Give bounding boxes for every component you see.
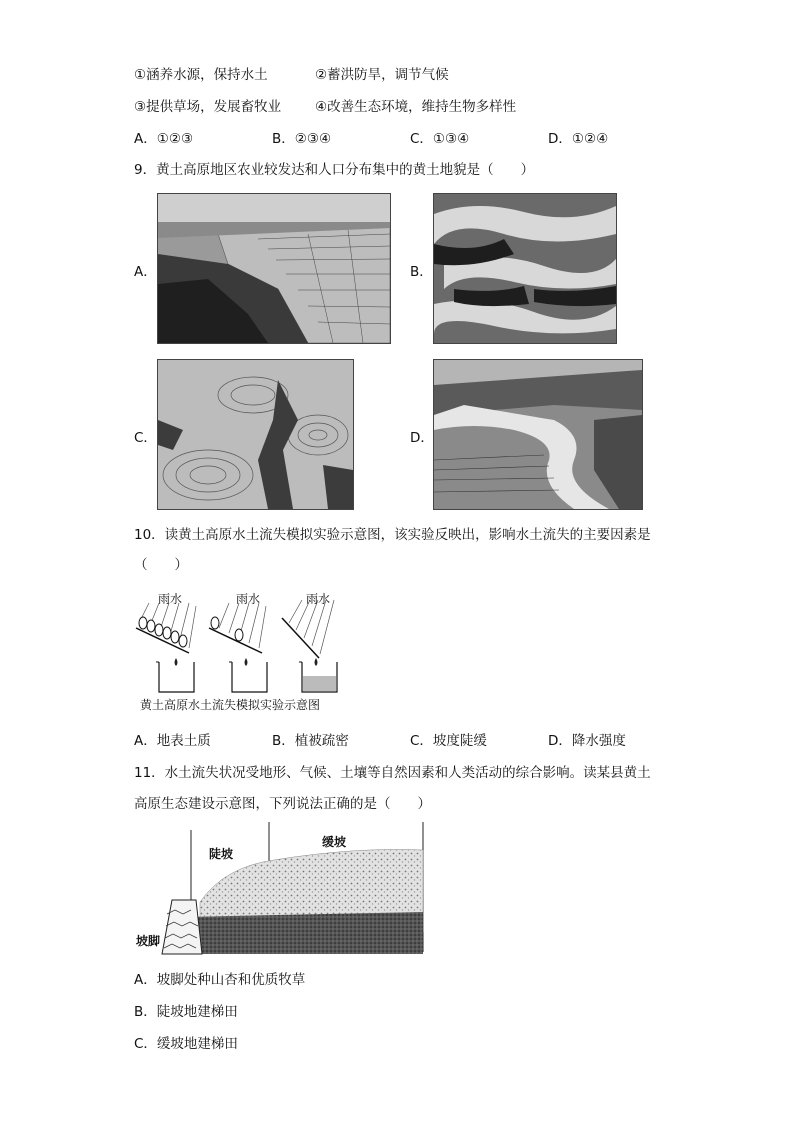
q10-option-b[interactable]: B．植被疏密: [272, 733, 349, 749]
q8-item-2: ②蓄洪防旱，调节气候: [315, 67, 449, 83]
q9-label-a[interactable]: A．: [134, 264, 157, 280]
q10-diagram-caption: 黄土高原水土流失模拟实验示意图: [140, 698, 321, 712]
q11-option-a[interactable]: A．坡脚处种山杏和优质牧草: [134, 972, 306, 988]
q11-label-gentle-slope: 缓坡: [322, 835, 347, 849]
q10-option-d[interactable]: D．降水强度: [548, 733, 626, 749]
q9-photo-a-plateau-fields[interactable]: [157, 193, 391, 344]
q10-experiment-diagram: [134, 588, 374, 718]
q10-rain-label-1: 雨水: [158, 592, 183, 606]
q11-slope-diagram: [134, 822, 426, 960]
q11-option-c[interactable]: C．缓坡地建梯田: [134, 1036, 238, 1052]
q9-stem: 9．黄土高原地区农业较发达和人口分布集中的黄土地貌是（ ）: [134, 162, 535, 178]
q11-option-b[interactable]: B．陡坡地建梯田: [134, 1004, 238, 1020]
q10-stem-line1: 10．读黄土高原水土流失模拟实验示意图，该实验反映出，影响水土流失的主要因素是: [134, 527, 651, 543]
setup-dense-vegetation: [136, 603, 196, 692]
q9-label-b[interactable]: B．: [410, 264, 433, 280]
q8-item-3: ③提供草场，发展畜牧业: [134, 99, 282, 115]
q11-label-steep-slope: 陡坡: [209, 847, 234, 861]
q11-diagram-svg: [134, 822, 426, 960]
q11-stem-line1: 11．水土流失状况受地形、气候、土壤等自然因素和人类活动的综合影响。读某县黄土: [134, 765, 651, 781]
q8-option-b[interactable]: B．②③④: [272, 131, 332, 147]
setup-bare-slope: [282, 600, 337, 692]
q9-photo-b-ridges[interactable]: [433, 193, 617, 344]
q9-label-c[interactable]: C．: [134, 430, 157, 446]
q8-item-1: ①涵养水源，保持水土: [134, 67, 268, 83]
q9-photo-d-river-valley[interactable]: [433, 359, 643, 510]
q10-rain-label-2: 雨水: [236, 592, 261, 606]
q8-option-a[interactable]: A．①②③: [134, 131, 194, 147]
q9-photo-c-terraced-mounds[interactable]: [157, 359, 354, 510]
q10-option-c[interactable]: C．坡度陡缓: [410, 733, 487, 749]
q10-rain-label-3: 雨水: [306, 592, 331, 606]
q9-label-d[interactable]: D．: [410, 430, 434, 446]
q11-label-slope-foot: 坡脚: [136, 934, 161, 948]
q10-stem-line2: （ ）: [134, 557, 188, 573]
q8-option-c[interactable]: C．①③④: [410, 131, 470, 147]
setup-sparse-vegetation: [209, 603, 267, 692]
q10-option-a[interactable]: A．地表土质: [134, 733, 211, 749]
q11-stem-line2: 高原生态建设示意图，下列说法正确的是（ ）: [134, 796, 431, 812]
q8-item-4: ④改善生态环境，维持生物多样性: [315, 99, 517, 115]
q8-option-d[interactable]: D．①②④: [548, 131, 609, 147]
